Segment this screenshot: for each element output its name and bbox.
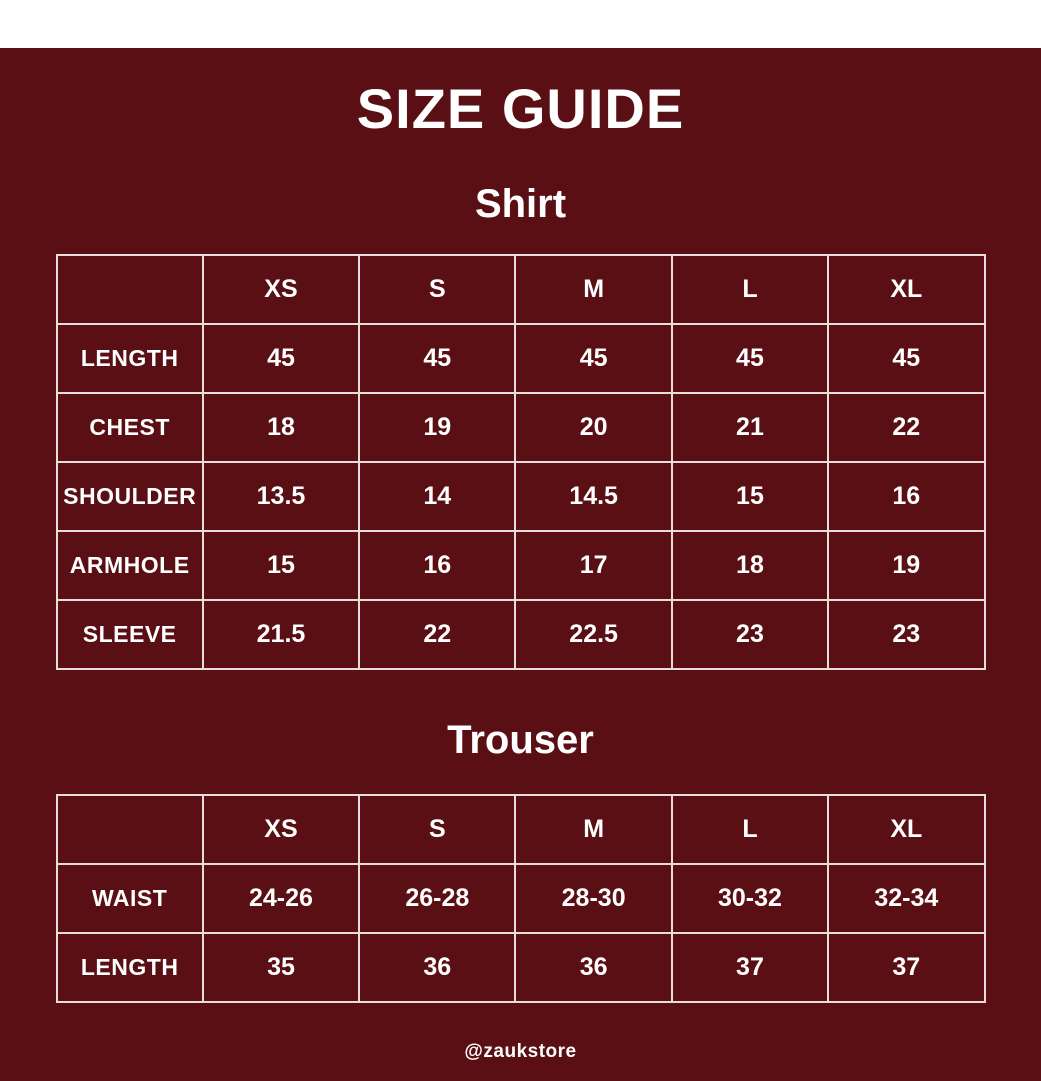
table-cell: 18	[672, 531, 828, 600]
table-cell: 45	[828, 324, 984, 393]
row-label: CHEST	[57, 393, 203, 462]
table-cell: 23	[672, 600, 828, 669]
table-cell: 22	[359, 600, 515, 669]
table-cell: 28-30	[515, 864, 671, 933]
table-cell: 37	[828, 933, 984, 1002]
row-label: WAIST	[57, 864, 203, 933]
section-heading-trouser: Trouser	[447, 717, 594, 762]
shirt-table-container	[56, 254, 986, 670]
table-header-row	[57, 255, 985, 324]
table-cell: 24-26	[203, 864, 359, 933]
trouser-size-table	[56, 794, 986, 1003]
table-cell: 45	[515, 324, 671, 393]
table-row	[57, 600, 985, 669]
table-cell: 15	[203, 531, 359, 600]
table-cell: 30-32	[672, 864, 828, 933]
table-cell: 20	[515, 393, 671, 462]
column-header-s: S	[359, 255, 515, 324]
table-cell: 15	[672, 462, 828, 531]
table-row	[57, 933, 985, 1002]
row-label: ARMHOLE	[57, 531, 203, 600]
table-cell: 14.5	[515, 462, 671, 531]
table-cell: 23	[828, 600, 984, 669]
table-row	[57, 393, 985, 462]
column-header-l: L	[672, 795, 828, 864]
table-cell: 35	[203, 933, 359, 1002]
column-header-m: M	[515, 255, 671, 324]
column-header-xs: XS	[203, 255, 359, 324]
table-cell: 22.5	[515, 600, 671, 669]
table-cell: 19	[359, 393, 515, 462]
row-label: SHOULDER	[57, 462, 203, 531]
table-cell: 36	[515, 933, 671, 1002]
table-row	[57, 462, 985, 531]
table-cell: 17	[515, 531, 671, 600]
table-cell: 45	[203, 324, 359, 393]
table-header-row	[57, 795, 985, 864]
table-cell: 32-34	[828, 864, 984, 933]
table-cell: 21	[672, 393, 828, 462]
row-label: LENGTH	[57, 933, 203, 1002]
table-cell: 21.5	[203, 600, 359, 669]
table-corner-cell	[57, 795, 203, 864]
table-cell: 13.5	[203, 462, 359, 531]
table-cell: 16	[359, 531, 515, 600]
section-heading-shirt: Shirt	[474, 181, 567, 226]
column-header-l: L	[672, 255, 828, 324]
table-cell: 18	[203, 393, 359, 462]
table-cell: 14	[359, 462, 515, 531]
column-header-xl: XL	[828, 255, 984, 324]
table-cell: 36	[359, 933, 515, 1002]
store-handle: @zaukstore	[464, 1040, 577, 1062]
table-row	[57, 324, 985, 393]
table-cell: 37	[672, 933, 828, 1002]
page-title: SIZE GUIDE	[356, 77, 685, 140]
size-guide-card	[0, 48, 1041, 1081]
table-cell: 45	[359, 324, 515, 393]
shirt-size-table	[56, 254, 986, 670]
column-header-s: S	[359, 795, 515, 864]
row-label: LENGTH	[57, 324, 203, 393]
table-corner-cell	[57, 255, 203, 324]
top-white-margin	[0, 0, 1041, 48]
row-label: SLEEVE	[57, 600, 203, 669]
table-cell: 22	[828, 393, 984, 462]
table-cell: 19	[828, 531, 984, 600]
table-row	[57, 864, 985, 933]
column-header-xl: XL	[828, 795, 984, 864]
table-cell: 45	[672, 324, 828, 393]
column-header-m: M	[515, 795, 671, 864]
table-row	[57, 531, 985, 600]
table-cell: 16	[828, 462, 984, 531]
table-cell: 26-28	[359, 864, 515, 933]
trouser-table-container	[56, 794, 986, 1003]
column-header-xs: XS	[203, 795, 359, 864]
